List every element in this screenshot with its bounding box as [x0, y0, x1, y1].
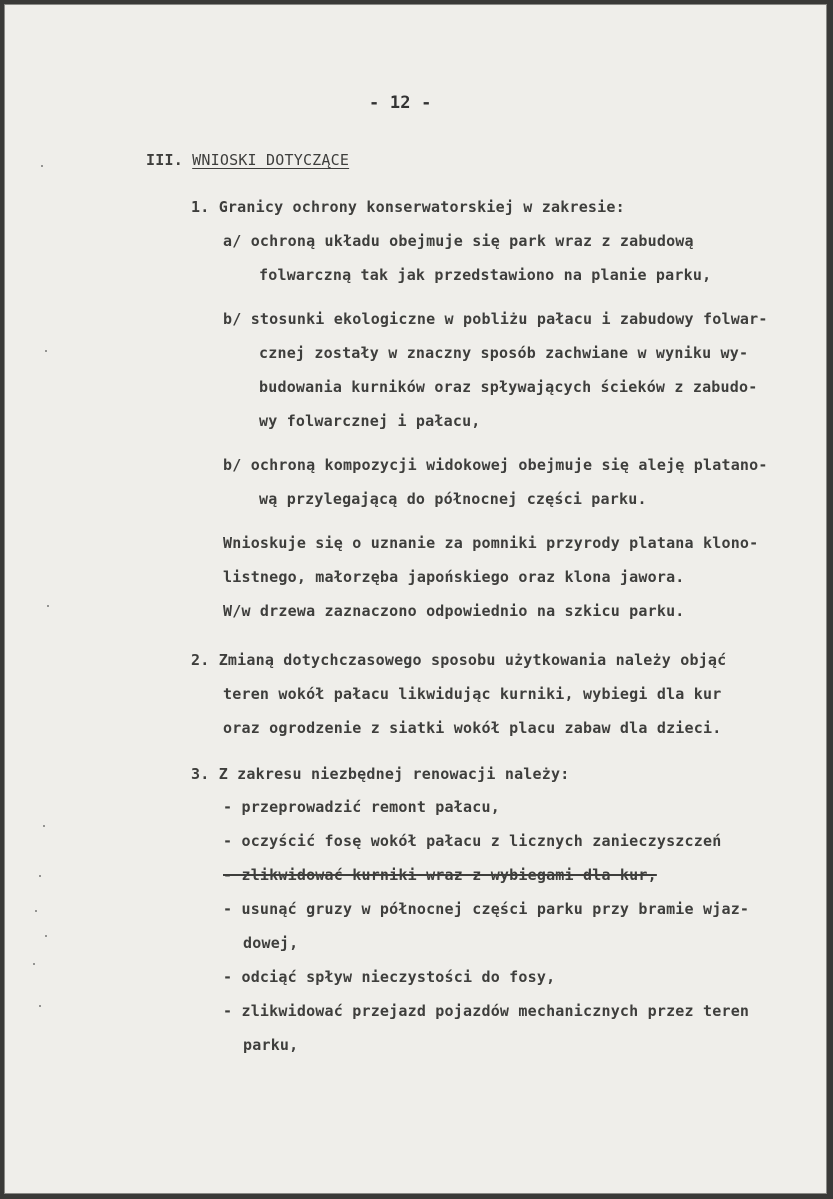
scan-speck	[47, 605, 49, 607]
section-heading	[146, 151, 349, 169]
page-number: - 12 -	[369, 93, 432, 113]
scan-speck	[39, 1005, 41, 1007]
item-1a-line-1: a/ ochroną układu obejmuje się park wraz z zabudową	[223, 232, 694, 250]
scan-speck	[45, 935, 47, 937]
note-line-1: Wnioskuje się o uznanie za pomniki przyrody platana klono-	[223, 534, 759, 552]
item-3-heading: 3. Z zakresu niezbędnej renowacji należy:	[191, 765, 570, 783]
item-2-line-2: teren wokół pałacu likwidując kurniki, wybiegi dla kur	[223, 685, 722, 703]
scan-speck	[33, 963, 35, 965]
item-1b-line-4: wy folwarcznej i pałacu,	[259, 412, 481, 430]
scan-speck	[39, 875, 41, 877]
list-item-continuation: parku,	[243, 1036, 299, 1054]
scan-speck	[45, 350, 47, 352]
list-item-continuation: dowej,	[243, 934, 299, 952]
item-1c-line-1: b/ ochroną kompozycji widokowej obejmuje się aleję platano-	[223, 456, 768, 474]
document-page	[4, 4, 827, 1194]
heading-title: WNIOSKI DOTYCZĄCE	[192, 151, 350, 169]
item-1b-line-2: cznej zostały w znaczny sposób zachwiane w wyniku wy-	[259, 344, 749, 362]
item-1c-line-2: wą przylegającą do północnej części parku.	[259, 490, 647, 508]
item-1-heading: 1. Granicy ochrony konserwatorskiej w zakresie:	[191, 198, 625, 216]
list-item-struck: - zlikwidować kurniki wraz z wybiegami dla kur,	[223, 866, 657, 884]
scan-speck	[35, 910, 37, 912]
list-item: - przeprowadzić remont pałacu,	[223, 798, 500, 816]
list-item: - oczyścić fosę wokół pałacu z licznych zanieczyszczeń	[223, 832, 722, 850]
item-1a-line-2: folwarczną tak jak przedstawiono na planie parku,	[259, 266, 712, 284]
note-line-3: W/w drzewa zaznaczono odpowiednio na szkicu parku.	[223, 602, 685, 620]
list-item: - usunąć gruzy w północnej części parku przy bramie wjaz-	[223, 900, 750, 918]
item-2-line-3: oraz ogrodzenie z siatki wokół placu zabaw dla dzieci.	[223, 719, 722, 737]
scan-speck	[43, 825, 45, 827]
heading-number: III.	[146, 151, 183, 169]
scan-speck	[41, 165, 43, 167]
list-item: - zlikwidować przejazd pojazdów mechanicznych przez teren	[223, 1002, 750, 1020]
note-line-2: listnego, małorzęba japońskiego oraz klona jawora.	[223, 568, 685, 586]
item-1b-line-1: b/ stosunki ekologiczne w pobliżu pałacu i zabudowy folwar-	[223, 310, 768, 328]
item-1b-line-3: budowania kurników oraz spływających ścieków z zabudo-	[259, 378, 758, 396]
item-2-line-1: 2. Zmianą dotychczasowego sposobu użytkowania należy objąć	[191, 651, 727, 669]
list-item: - odciąć spływ nieczystości do fosy,	[223, 968, 556, 986]
